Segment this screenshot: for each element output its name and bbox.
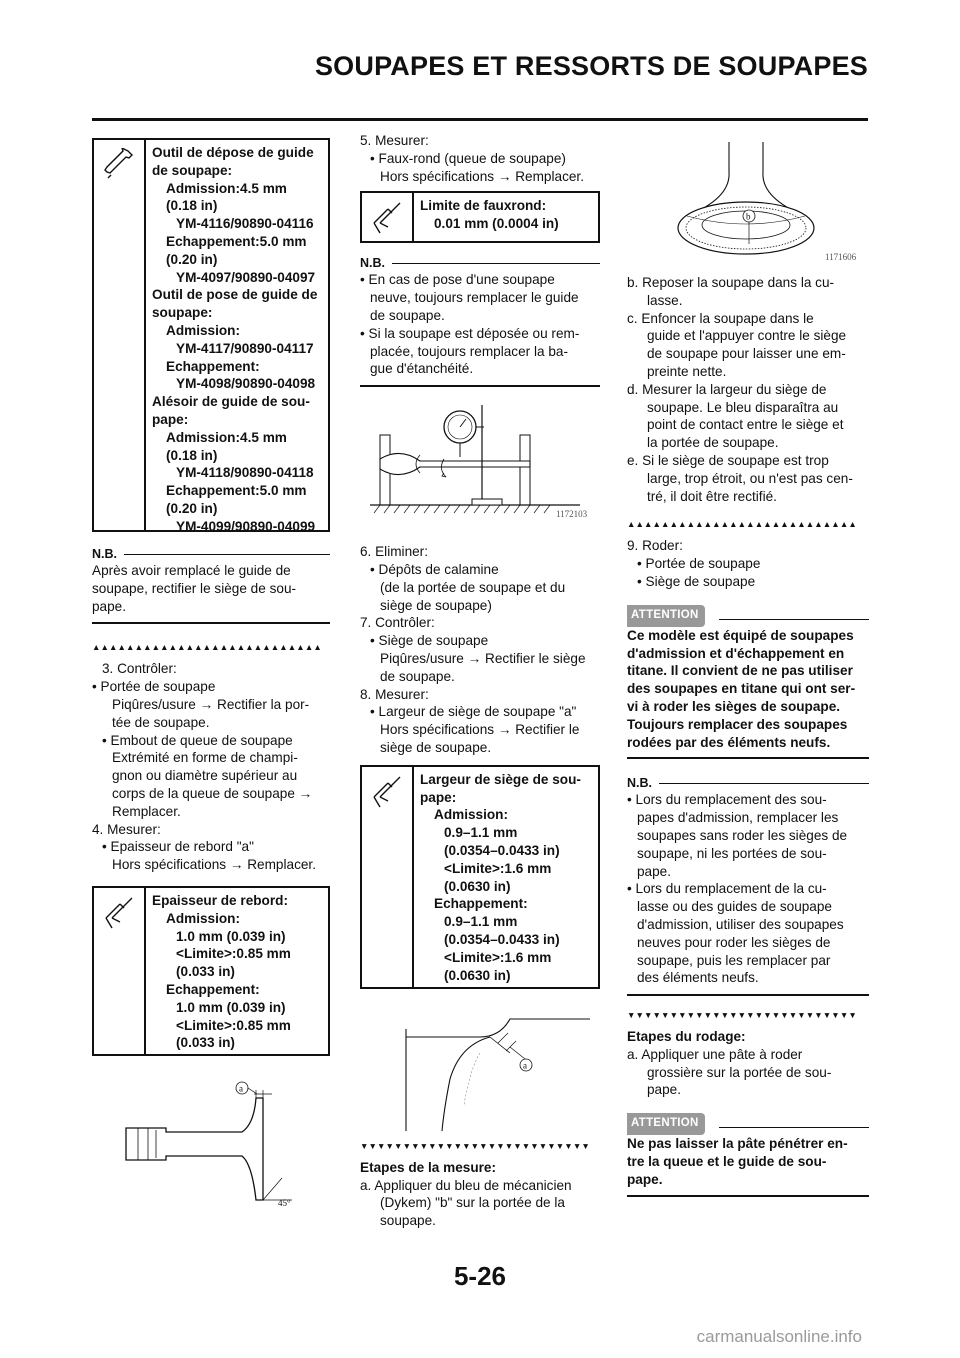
spec-line: Echappement: — [166, 981, 260, 997]
step-text: • Dépôts de calamine — [370, 561, 499, 577]
step-text: soupape. — [380, 1213, 436, 1229]
step-text: 5. Mesurer: — [360, 133, 429, 148]
procedure-end-marker: ▼▼▼▼▼▼▼▼▼▼▼▼▼▼▼▼▼▼▼▼▼▼▼▼▼▼▼ — [627, 1010, 857, 1021]
step-text: 6. Eliminer: — [360, 544, 428, 560]
spec-line: Outil de dépose de guide — [152, 145, 314, 160]
nb-text: soupapes sans roder les sièges de — [637, 827, 848, 843]
step-text: Hors spécifications → Rectifier le — [380, 722, 580, 738]
wrench-icon — [94, 140, 146, 530]
spec-line: Echappement:5.0 mm — [166, 483, 307, 499]
nb-text: gue d'étanchéité. — [370, 361, 474, 377]
step-text: Hors spécifications → Remplacer. — [112, 857, 316, 873]
spec-line: Admission: — [166, 910, 241, 926]
spec-line: <Limite>:1.6 mm — [444, 949, 552, 965]
procedure-end-marker: ▼▼▼▼▼▼▼▼▼▼▼▼▼▼▼▼▼▼▼▼▼▼▼▼▼▼▼ — [360, 1140, 590, 1151]
step-text: e. Si le siège de soupape est trop — [627, 452, 829, 468]
nb-end-rule — [92, 622, 330, 624]
step-text: soupape. Le bleu disparaîtra au — [647, 399, 839, 415]
step-text: (Dykem) "b" sur la portée de la — [380, 1195, 565, 1211]
spec-line: (0.0354–0.0433 in) — [444, 931, 560, 947]
nb-end-rule — [360, 385, 600, 387]
step-text: de soupape pour laisser une em- — [647, 346, 846, 362]
attention-header — [627, 1111, 869, 1133]
spec-line: (0.20 in) — [166, 251, 218, 267]
rim-thickness-spec-box — [92, 886, 330, 1056]
spec-line: <Limite>:0.85 mm — [176, 946, 291, 962]
attention-text: titane. Il convient de ne pas utiliser — [627, 663, 853, 679]
column-right — [627, 132, 869, 1197]
step-text: • Largeur de siège de soupape "a" — [370, 704, 577, 720]
spec-line: YM-4097/90890-04097 — [176, 269, 316, 285]
step-text: • Portée de soupape — [92, 679, 216, 695]
spec-line: (0.18 in) — [166, 447, 218, 463]
figure-angle-label: 45° — [278, 1197, 291, 1208]
spec-line: Echappement: — [166, 358, 260, 374]
step-text: siège de soupape) — [380, 597, 492, 613]
step-text: la portée de soupape. — [647, 435, 779, 451]
attention-text: Ne pas laisser la pâte pénétrer en- — [627, 1136, 848, 1152]
nb-text: pape. — [637, 863, 672, 879]
watermark: carmanualsonline.info — [696, 1327, 862, 1346]
attention-text: pape. — [627, 1171, 663, 1187]
column-middle — [360, 132, 600, 1230]
runout-measurement-figure — [360, 395, 600, 535]
step-text: corps de la queue de soupape → — [112, 785, 313, 801]
step-text: 7. Contrôler: — [360, 615, 435, 631]
step-text: large, trop étroit, ou n'est pas cen- — [647, 470, 853, 486]
nb-text: soupape, rectifier le siège de sou- — [92, 580, 297, 596]
attention-label: ATTENTION — [627, 1113, 705, 1135]
procedure-start-marker: ▲▲▲▲▲▲▲▲▲▲▲▲▲▲▲▲▲▲▲▲▲▲▲▲▲▲▲ — [92, 642, 322, 653]
spec-line: 1.0 mm (0.039 in) — [176, 999, 286, 1015]
page-title: SOUPAPES ET RESSORTS DE SOUPAPES — [314, 51, 868, 81]
nb-header — [627, 775, 869, 791]
procedure-title: Etapes de la mesure: — [360, 1159, 496, 1175]
attention-end-rule — [627, 1195, 869, 1197]
step-text: 4. Mesurer: — [92, 821, 161, 837]
nb-text: soupape, puis les remplacer par — [637, 952, 831, 968]
attention-header — [627, 603, 869, 625]
step-text: (de la portée de soupape et du — [380, 579, 566, 595]
step-text: tée de soupape. — [112, 714, 210, 730]
step-text: grossière sur la portée de sou- — [647, 1064, 832, 1080]
spec-line: YM-4117/90890-04117 — [176, 340, 314, 356]
caliper-icon — [362, 767, 414, 987]
spec-line: Admission:4.5 mm — [166, 429, 287, 445]
column-left — [92, 138, 330, 1209]
spec-line: Echappement:5.0 mm — [166, 233, 307, 249]
spec-line: 0.9–1.1 mm — [444, 914, 518, 930]
nb-text: Après avoir remplacé le guide de — [92, 563, 291, 578]
valve-rim-figure — [92, 1074, 330, 1209]
spec-line: YM-4098/90890-04098 — [176, 376, 316, 392]
spec-line: 0.9–1.1 mm — [444, 825, 518, 841]
attention-text: tre la queue et le guide de sou- — [627, 1154, 827, 1170]
nb-text: neuves pour roder les sièges de — [637, 934, 831, 950]
step-text: • Epaisseur de rebord "a" — [102, 839, 254, 855]
spec-line: (0.033 in) — [176, 1035, 235, 1051]
step-text: a. Appliquer une pâte à roder — [627, 1046, 803, 1062]
spec-line: (0.20 in) — [166, 500, 218, 516]
spec-line: de soupape: — [152, 162, 233, 178]
step-text: point de contact entre le siège et — [647, 417, 844, 433]
attention-text: d'admission et d'échappement en — [627, 645, 845, 661]
step-text: lasse. — [647, 292, 683, 308]
step-text: preinte nette. — [647, 363, 727, 379]
valve-face-figure — [627, 132, 869, 268]
nb-text: d'admission, utiliser des soupapes — [637, 916, 844, 932]
spec-line: Limite de fauxrond: — [420, 198, 547, 214]
spec-line: <Limite>:1.6 mm — [444, 860, 552, 876]
step-text: d. Mesurer la largeur du siège de — [627, 381, 827, 397]
step-text: Piqûres/usure → Rectifier la por- — [112, 696, 310, 712]
step-text: Extrémité en forme de champi- — [112, 750, 298, 766]
page-number: 5-26 — [453, 1261, 507, 1291]
spec-line: Admission:4.5 mm — [166, 180, 287, 196]
nb-header — [360, 255, 600, 271]
step-text: de soupape. — [380, 668, 455, 684]
spec-line: 1.0 mm (0.039 in) — [176, 928, 286, 944]
attention-text: des soupapes en titane qui ont ser- — [627, 681, 856, 697]
spec-line: (0.18 in) — [166, 198, 218, 214]
nb-text: de soupape. — [370, 307, 445, 323]
nb-text: pape. — [92, 598, 127, 614]
figure-code: 1172103 — [556, 509, 588, 520]
nb-text: des éléments neufs. — [637, 970, 759, 986]
seat-width-figure — [360, 1009, 600, 1131]
seat-width-spec-box — [360, 765, 600, 989]
spec-line: (0.0630 in) — [444, 878, 511, 894]
caliper-icon — [94, 888, 146, 1054]
tools-spec-box — [92, 138, 330, 532]
header-rule — [92, 118, 868, 121]
step-text: • Portée de soupape — [637, 556, 761, 572]
nb-text: • En cas de pose d'une soupape — [360, 272, 555, 288]
procedure-start-marker: ▲▲▲▲▲▲▲▲▲▲▲▲▲▲▲▲▲▲▲▲▲▲▲▲▲▲▲ — [627, 519, 857, 530]
spec-line: soupape: — [152, 305, 213, 321]
spec-line: <Limite>:0.85 mm — [176, 1017, 291, 1033]
step-text: gnon ou diamètre supérieur au — [112, 768, 298, 784]
spec-line: Echappement: — [434, 896, 528, 912]
nb-header — [92, 546, 330, 562]
step-text: c. Enfoncer la soupape dans le — [627, 310, 814, 326]
attention-text: rodées par des éléments neufs. — [627, 734, 831, 750]
step-text: 3. Contrôler: — [102, 661, 177, 677]
spec-line: Admission: — [434, 807, 509, 823]
step-text: • Siège de soupape — [637, 573, 756, 589]
spec-line: Admission: — [166, 322, 241, 338]
step-text: Piqûres/usure → Rectifier le siège — [380, 650, 586, 666]
nb-end-rule — [627, 994, 869, 996]
nb-text: • Lors du remplacement de la cu- — [627, 881, 827, 897]
attention-text: Toujours remplacer des soupapes — [627, 716, 848, 732]
nb-text: soupape, ni les portées de sou- — [637, 845, 827, 861]
spec-line: YM-4099/90890-04099 — [176, 518, 316, 534]
nb-text: neuve, toujours remplacer le guide — [370, 290, 579, 306]
procedure-title: Etapes du rodage: — [627, 1029, 746, 1045]
figure-label-a: a — [523, 1060, 527, 1071]
step-text: • Siège de soupape — [370, 633, 489, 649]
step-text: Remplacer. — [112, 803, 181, 819]
nb-text: papes d'admission, remplacer les — [637, 810, 839, 826]
figure-code: 1171606 — [825, 252, 857, 262]
figure-label-a: a — [239, 1083, 243, 1094]
step-text: b. Reposer la soupape dans la cu- — [627, 275, 835, 290]
spec-line: (0.0354–0.0433 in) — [444, 842, 560, 858]
spec-line: (0.033 in) — [176, 964, 235, 980]
spec-line: pape: — [420, 789, 457, 805]
spec-line: 0.01 mm (0.0004 in) — [434, 216, 559, 232]
step-text: 8. Mesurer: — [360, 686, 429, 702]
attention-label: ATTENTION — [627, 605, 705, 627]
step-text: tré, il doit être rectifié. — [647, 488, 777, 504]
nb-label: N.B. — [360, 256, 385, 271]
caliper-icon — [362, 193, 414, 241]
nb-text: placée, toujours remplacer la ba- — [370, 343, 568, 359]
step-text: Hors spécifications → Remplacer. — [380, 168, 584, 184]
spec-line: Epaisseur de rebord: — [152, 892, 288, 908]
spec-line: Alésoir de guide de sou- — [152, 394, 310, 410]
nb-label: N.B. — [627, 776, 652, 791]
step-text: a. Appliquer du bleu de mécanicien — [360, 1177, 572, 1193]
nb-text: lasse ou des guides de soupape — [637, 899, 832, 915]
attention-text: vi à roder les sièges de soupape. — [627, 698, 841, 714]
spec-line: YM-4116/90890-04116 — [176, 216, 314, 232]
attention-text: Ce modèle est équipé de soupapes — [627, 627, 854, 643]
nb-text: • Lors du remplacement des sou- — [627, 792, 827, 808]
runout-spec-box — [360, 191, 600, 243]
attention-end-rule — [627, 757, 869, 759]
step-text: 9. Roder: — [627, 538, 683, 554]
figure-label-b: b — [746, 211, 751, 222]
step-text: guide et l'appuyer contre le siège — [647, 328, 847, 344]
nb-text: • Si la soupape est déposée ou rem- — [360, 325, 580, 341]
spec-line: YM-4118/90890-04118 — [176, 465, 314, 481]
step-text: siège de soupape. — [380, 739, 492, 755]
spec-line: Largeur de siège de sou- — [420, 771, 581, 787]
spec-line: (0.0630 in) — [444, 967, 511, 983]
step-text: • Embout de queue de soupape — [102, 732, 293, 748]
spec-line: Outil de pose de guide de — [152, 287, 318, 303]
nb-label: N.B. — [92, 547, 117, 561]
spec-line: pape: — [152, 411, 189, 427]
step-text: pape. — [647, 1082, 682, 1098]
step-text: • Faux-rond (queue de soupape) — [370, 150, 566, 166]
